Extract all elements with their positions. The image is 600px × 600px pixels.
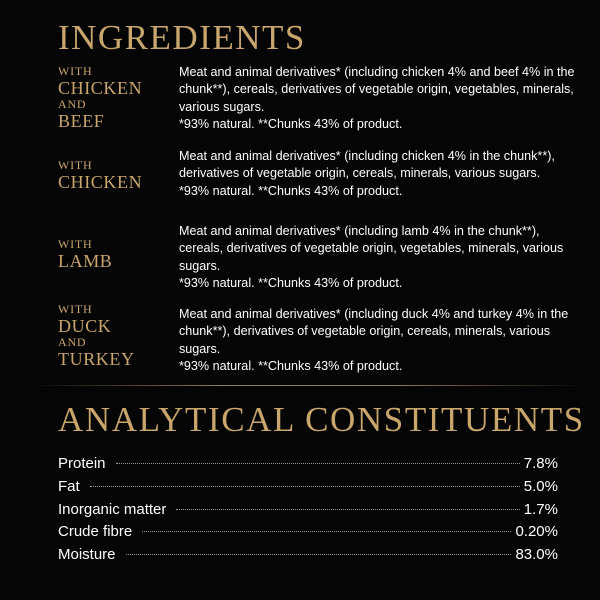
variant-name <box>58 302 173 369</box>
constituent-value: 1.7% <box>523 500 558 518</box>
variant-name-line: WITH <box>58 64 93 78</box>
variant-name-line: LAMB <box>58 251 113 271</box>
ingredient-footnote: *93% natural. **Chunks 43% of product. <box>179 276 403 291</box>
constituent-label: Protein <box>58 455 106 472</box>
constituent-row-moisture <box>58 546 558 569</box>
constituent-value: 7.8% <box>523 455 558 472</box>
constituent-label: Fat <box>58 477 80 495</box>
variant-name-line: CHICKEN <box>58 78 143 98</box>
variant-name <box>58 237 173 271</box>
ingredient-description <box>179 223 579 293</box>
variant-name-line: WITH <box>58 302 93 316</box>
constituent-row-inorganic-matter <box>58 501 558 524</box>
ingredients-heading: INGREDIENTS <box>58 18 306 57</box>
variant-name-line: WITH <box>58 158 93 172</box>
constituent-label: Moisture <box>58 546 116 564</box>
ingredient-text: Meat and animal derivatives* (including lamb 4% in the chunk**), cereals, derivatives of vegetable origin, vegetables, minerals, various sugars. <box>179 224 564 273</box>
variant-name-line: BEEF <box>58 111 105 131</box>
section-divider <box>30 385 585 386</box>
variant-name-line: WITH <box>58 237 93 251</box>
ingredient-text: Meat and animal derivatives* (including chicken 4% and beef 4% in the chunk**), cereals, derivatives of vegetable origin, vegetables, minerals, various sugars. <box>179 65 575 114</box>
constituent-value: 0.20% <box>515 523 558 541</box>
variant-name-line: TURKEY <box>58 349 135 369</box>
variant-name-line: CHICKEN <box>58 172 143 192</box>
analytical-constituents-heading: ANALYTICAL CONSTITUENTS <box>58 400 585 439</box>
constituent-row-protein <box>58 455 558 478</box>
ingredient-description <box>179 306 579 376</box>
constituent-row-fat <box>58 478 558 501</box>
variant-name <box>58 64 173 131</box>
dot-leader <box>90 486 520 487</box>
dot-leader <box>176 509 519 510</box>
constituent-label: Inorganic matter <box>58 500 167 518</box>
dot-leader <box>142 531 511 532</box>
dot-leader <box>126 554 512 555</box>
ingredient-footnote: *93% natural. **Chunks 43% of product. <box>179 183 403 198</box>
ingredient-description <box>179 148 579 200</box>
constituents-table <box>58 455 558 569</box>
ingredient-text: Meat and animal derivatives* (including chicken 4% in the chunk**), derivatives of vegetable origin, cereals, minerals, various sugars. <box>179 149 555 181</box>
ingredient-description <box>179 64 579 134</box>
variant-name-line: AND <box>58 335 87 349</box>
constituent-label: Crude fibre <box>58 523 133 541</box>
ingredient-footnote: *93% natural. **Chunks 43% of product. <box>179 359 403 374</box>
ingredient-text: Meat and animal derivatives* (including duck 4% and turkey 4% in the chunk**), derivatives of vegetable origin, cereals, minerals, various sugars. <box>179 307 569 356</box>
constituent-value: 5.0% <box>523 477 558 495</box>
variant-name-line: AND <box>58 97 87 111</box>
constituent-value: 83.0% <box>515 546 558 564</box>
ingredient-footnote: *93% natural. **Chunks 43% of product. <box>179 117 403 132</box>
dot-leader <box>116 463 520 464</box>
variant-name <box>58 158 173 192</box>
variant-name-line: DUCK <box>58 316 112 336</box>
constituent-row-crude-fibre <box>58 523 558 546</box>
